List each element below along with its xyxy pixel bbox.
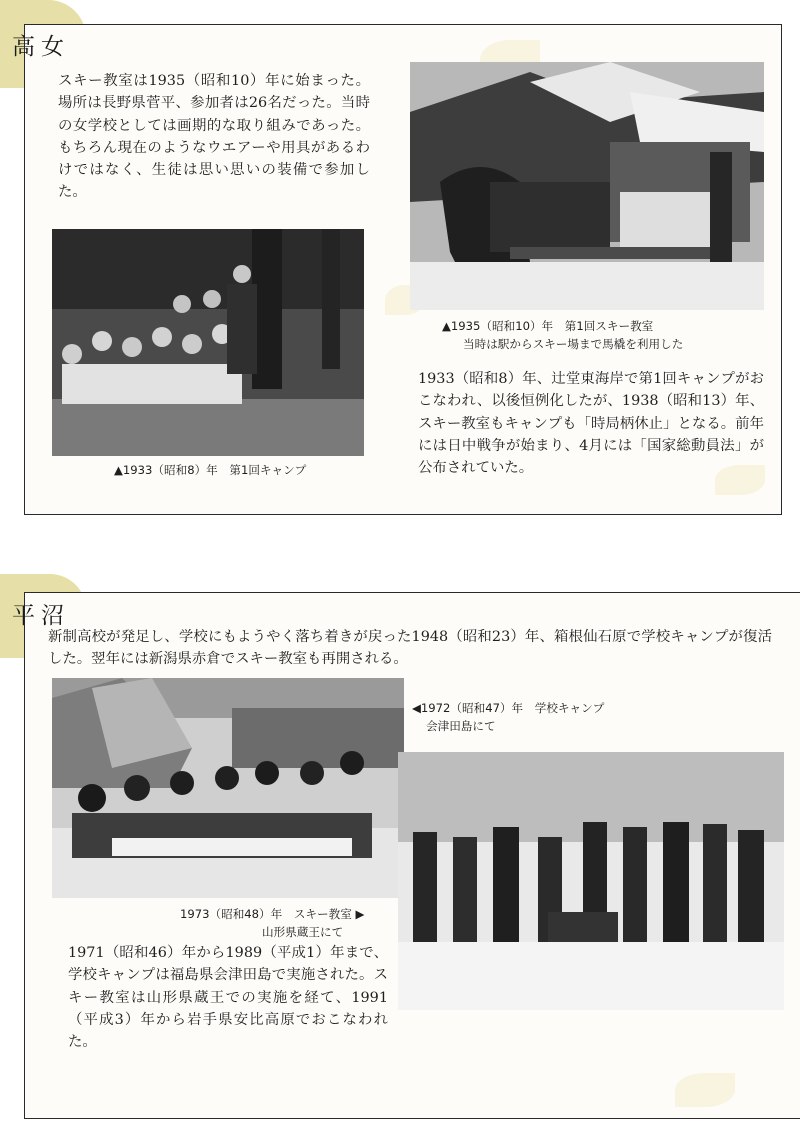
caption-camp-1933: ▲1933（昭和8）年 第1回キャンプ bbox=[114, 463, 307, 477]
caption-ski-1973-line2: 山形県蔵王にて bbox=[262, 925, 344, 939]
caption-ski-1973-line1: 1973（昭和48）年 スキー教室 ▶ bbox=[180, 907, 365, 921]
photo-camp-1933 bbox=[52, 229, 364, 456]
caption-camp-1972-line2: 会津田島にて bbox=[426, 719, 496, 733]
photo-ski-1973 bbox=[52, 678, 404, 898]
section-label: 高女 bbox=[12, 34, 70, 60]
history-paragraph: 1971（昭和46）年から1989（平成1）年まで、学校キャンプは福島県会津田島で実施された。スキー教室は山形県蔵王での実施を経て、1991（平成3）年から岩手県安比高原でおこなわれた。 bbox=[68, 945, 388, 1051]
intro-paragraph: スキー教室は1935（昭和10）年に始まった。場所は長野県菅平、参加者は26名だった。当時の女学校としては画期的な取り組みであった。もちろん現在のようなウエアーや用具があるわけではなく、生徒は思い思いの装備で参加した。 bbox=[58, 73, 370, 201]
photo-horse-sled-1935 bbox=[410, 62, 764, 310]
caption-horse-sled-line2: 当時は駅からスキー場まで馬橇を利用した bbox=[463, 337, 684, 351]
history-paragraph: 1933（昭和8）年、辻堂東海岸で第1回キャンプがおこなわれ、以後恒例化したが、1938（昭和13）年、スキー教室もキャンプも「時局柄休止」となる。前年には日中戦争が始まり、4月には「国家総動員法」が公布されていた。 bbox=[418, 371, 764, 477]
caption-horse-sled-line1: ▲1935（昭和10）年 第1回スキー教室 bbox=[442, 319, 654, 333]
section-label: 平沼 bbox=[12, 603, 70, 629]
intro-paragraph: 新制高校が発足し、学校にもようやく落ち着きが戻った1948（昭和23）年、箱根仙石原で学校キャンプが復活した。翌年には新潟県赤倉でスキー教室も再開される。 bbox=[48, 629, 772, 668]
caption-camp-1972-line1: ◀1972（昭和47）年 学校キャンプ bbox=[412, 701, 605, 715]
decorative-leaf bbox=[675, 1073, 735, 1107]
photo-camp-1972 bbox=[398, 752, 784, 1010]
